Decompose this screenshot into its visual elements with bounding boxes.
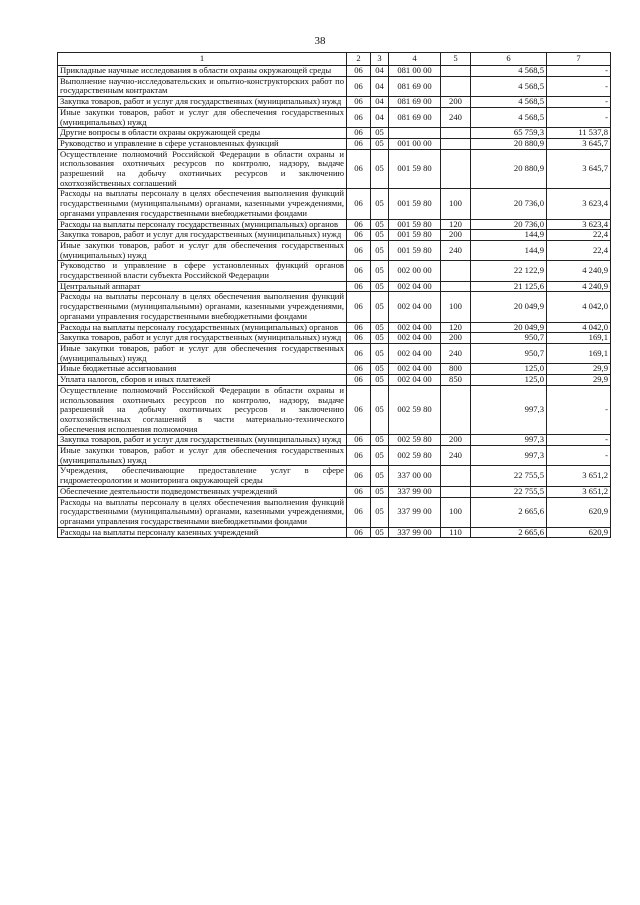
section-code: 06	[347, 149, 371, 189]
subsection-code: 05	[371, 466, 389, 486]
row-name: Расходы на выплаты персоналу в целях обеспечения выполнения функций государственными (муниципальными) органами, казенными учреждениями, органами управления государственными внебюджетными фондами	[58, 189, 347, 219]
section-code: 06	[347, 76, 371, 96]
table-row	[58, 375, 611, 386]
target-article-code: 002 04 00	[389, 333, 441, 344]
table-row	[58, 240, 611, 260]
target-article-code	[389, 128, 441, 139]
section-code: 06	[347, 435, 371, 446]
amount-executed: 3 651,2	[547, 486, 611, 497]
row-name: Закупка товаров, работ и услуг для государственных (муниципальных) нужд	[58, 230, 347, 241]
table-row	[58, 107, 611, 127]
target-article-code: 002 59 80	[389, 446, 441, 466]
subsection-code: 05	[371, 240, 389, 260]
row-name: Расходы на выплаты персоналу государственных (муниципальных) органов	[58, 322, 347, 333]
target-article-code: 001 59 80	[389, 219, 441, 230]
section-code: 06	[347, 240, 371, 260]
amount-plan: 950,7	[471, 343, 547, 363]
target-article-code: 337 00 00	[389, 466, 441, 486]
amount-plan: 20 049,9	[471, 322, 547, 333]
amount-plan: 20 736,0	[471, 189, 547, 219]
table-row	[58, 292, 611, 322]
row-name: Центральный аппарат	[58, 281, 347, 292]
expense-type-code	[441, 281, 471, 292]
row-name: Иные закупки товаров, работ и услуг для обеспечения государственных (муниципальных) нужд	[58, 446, 347, 466]
section-code: 06	[347, 385, 371, 435]
section-code: 06	[347, 375, 371, 386]
amount-plan: 144,9	[471, 240, 547, 260]
row-name: Иные бюджетные ассигнования	[58, 364, 347, 375]
expense-type-code	[441, 76, 471, 96]
table-row	[58, 138, 611, 149]
table-row	[58, 527, 611, 538]
target-article-code: 001 59 80	[389, 240, 441, 260]
subsection-code: 05	[371, 149, 389, 189]
amount-plan: 4 568,5	[471, 107, 547, 127]
subsection-code: 05	[371, 527, 389, 538]
amount-plan: 4 568,5	[471, 76, 547, 96]
expense-type-code: 240	[441, 343, 471, 363]
table-row	[58, 219, 611, 230]
table-header-row	[58, 53, 611, 66]
section-code: 06	[347, 66, 371, 77]
section-code: 06	[347, 364, 371, 375]
amount-executed: -	[547, 97, 611, 108]
row-name: Закупка товаров, работ и услуг для государственных (муниципальных) нужд	[58, 333, 347, 344]
amount-plan: 997,3	[471, 385, 547, 435]
row-name: Прикладные научные исследования в области охраны окружающей среды	[58, 66, 347, 77]
target-article-code: 002 04 00	[389, 364, 441, 375]
table-row	[58, 385, 611, 435]
target-article-code: 081 69 00	[389, 107, 441, 127]
row-name: Учреждения, обеспечивающие предоставление услуг в сфере гидрометеорологии и мониторинга окружающей среды	[58, 466, 347, 486]
amount-executed: 169,1	[547, 343, 611, 363]
section-code: 06	[347, 446, 371, 466]
amount-plan: 997,3	[471, 435, 547, 446]
subsection-code: 04	[371, 97, 389, 108]
subsection-code: 05	[371, 292, 389, 322]
budget-table	[57, 52, 611, 538]
amount-executed: 3 651,2	[547, 466, 611, 486]
target-article-code: 002 59 80	[389, 435, 441, 446]
row-name: Другие вопросы в области охраны окружающей среды	[58, 128, 347, 139]
table-row	[58, 435, 611, 446]
table-row	[58, 261, 611, 281]
expense-type-code: 100	[441, 189, 471, 219]
section-code: 06	[347, 261, 371, 281]
amount-executed: -	[547, 66, 611, 77]
row-name: Осуществление полномочий Российской Федерации в области охраны и использования охотничьих ресурсов по контролю, надзору, выдаче разрешений на добычу охотничьих ресурсов и заключению охотхозяйственных соглашений в части материально-технического обеспечения исполнения полномочия	[58, 385, 347, 435]
section-code: 06	[347, 281, 371, 292]
amount-executed: 620,9	[547, 527, 611, 538]
target-article-code: 002 04 00	[389, 322, 441, 333]
subsection-code: 05	[371, 333, 389, 344]
subsection-code: 05	[371, 446, 389, 466]
section-code: 06	[347, 322, 371, 333]
subsection-code: 05	[371, 281, 389, 292]
expense-type-code	[441, 466, 471, 486]
row-name: Осуществление полномочий Российской Федерации в области охраны и использования охотничьих ресурсов по контролю, надзору, выдаче разрешений на добычу охотничьих ресурсов и заключению охотхозяйственных соглашений	[58, 149, 347, 189]
section-code: 06	[347, 189, 371, 219]
section-code: 06	[347, 292, 371, 322]
expense-type-code	[441, 128, 471, 139]
amount-executed: 4 042,0	[547, 322, 611, 333]
subsection-code: 04	[371, 107, 389, 127]
subsection-code: 05	[371, 128, 389, 139]
expense-type-code	[441, 138, 471, 149]
table-row	[58, 446, 611, 466]
row-name: Руководство и управление в сфере установленных функций органов государственной власти субъекта Российской Федерации	[58, 261, 347, 281]
table-row	[58, 343, 611, 363]
page-number: 38	[314, 35, 326, 47]
amount-executed: 3 645,7	[547, 138, 611, 149]
row-name: Закупка товаров, работ и услуг для государственных (муниципальных) нужд	[58, 435, 347, 446]
amount-executed: 11 537,8	[547, 128, 611, 139]
target-article-code: 001 00 00	[389, 138, 441, 149]
expense-type-code: 200	[441, 333, 471, 344]
amount-executed: 169,1	[547, 333, 611, 344]
amount-executed: -	[547, 107, 611, 127]
row-name: Иные закупки товаров, работ и услуг для обеспечения государственных (муниципальных) нужд	[58, 343, 347, 363]
subsection-code: 05	[371, 375, 389, 386]
amount-executed: 3 623,4	[547, 219, 611, 230]
amount-plan: 4 568,5	[471, 66, 547, 77]
target-article-code: 001 59 80	[389, 230, 441, 241]
target-article-code: 002 00 00	[389, 261, 441, 281]
expense-type-code: 200	[441, 230, 471, 241]
amount-plan: 4 568,5	[471, 97, 547, 108]
table-row	[58, 76, 611, 96]
target-article-code: 002 04 00	[389, 375, 441, 386]
column-header: 5	[441, 53, 471, 66]
section-code: 06	[347, 230, 371, 241]
subsection-code: 05	[371, 261, 389, 281]
amount-executed: 3 623,4	[547, 189, 611, 219]
target-article-code: 337 99 00	[389, 497, 441, 527]
expense-type-code: 110	[441, 527, 471, 538]
expense-type-code: 100	[441, 497, 471, 527]
row-name: Уплата налогов, сборов и иных платежей	[58, 375, 347, 386]
amount-plan: 2 665,6	[471, 497, 547, 527]
amount-plan: 22 755,5	[471, 486, 547, 497]
expense-type-code: 120	[441, 219, 471, 230]
amount-plan: 20 736,0	[471, 219, 547, 230]
table-row	[58, 322, 611, 333]
amount-executed: 29,9	[547, 375, 611, 386]
amount-plan: 20 880,9	[471, 138, 547, 149]
target-article-code: 081 00 00	[389, 66, 441, 77]
target-article-code: 001 59 80	[389, 189, 441, 219]
amount-plan: 950,7	[471, 333, 547, 344]
expense-type-code: 800	[441, 364, 471, 375]
amount-executed: 3 645,7	[547, 149, 611, 189]
section-code: 06	[347, 97, 371, 108]
section-code: 06	[347, 486, 371, 497]
subsection-code: 05	[371, 138, 389, 149]
row-name: Иные закупки товаров, работ и услуг для обеспечения государственных (муниципальных) нужд	[58, 107, 347, 127]
target-article-code: 002 04 00	[389, 343, 441, 363]
expense-type-code: 100	[441, 292, 471, 322]
row-name: Руководство и управление в сфере установленных функций	[58, 138, 347, 149]
section-code: 06	[347, 497, 371, 527]
table-row	[58, 149, 611, 189]
amount-plan: 22 755,5	[471, 466, 547, 486]
subsection-code: 05	[371, 322, 389, 333]
expense-type-code	[441, 261, 471, 281]
subsection-code: 05	[371, 230, 389, 241]
expense-type-code: 240	[441, 446, 471, 466]
expense-type-code	[441, 66, 471, 77]
expense-type-code: 850	[441, 375, 471, 386]
amount-plan: 20 049,9	[471, 292, 547, 322]
amount-plan: 20 880,9	[471, 149, 547, 189]
expense-type-code: 120	[441, 322, 471, 333]
amount-plan: 997,3	[471, 446, 547, 466]
row-name: Расходы на выплаты персоналу казенных учреждений	[58, 527, 347, 538]
target-article-code: 001 59 80	[389, 149, 441, 189]
column-header: 1	[58, 53, 347, 66]
expense-type-code: 240	[441, 107, 471, 127]
amount-plan: 22 122,9	[471, 261, 547, 281]
row-name: Выполнение научно-исследовательских и опытно-конструкторских работ по государственным контрактам	[58, 76, 347, 96]
amount-executed: 4 240,9	[547, 281, 611, 292]
row-name: Обеспечение деятельности подведомственных учреждений	[58, 486, 347, 497]
expense-type-code: 200	[441, 435, 471, 446]
section-code: 06	[347, 107, 371, 127]
amount-plan: 21 125,6	[471, 281, 547, 292]
target-article-code: 002 59 80	[389, 385, 441, 435]
subsection-code: 05	[371, 486, 389, 497]
section-code: 06	[347, 466, 371, 486]
column-header: 3	[371, 53, 389, 66]
row-name: Закупка товаров, работ и услуг для государственных (муниципальных) нужд	[58, 97, 347, 108]
section-code: 06	[347, 333, 371, 344]
amount-executed: 22,4	[547, 230, 611, 241]
table-row	[58, 97, 611, 108]
row-name: Иные закупки товаров, работ и услуг для обеспечения государственных (муниципальных) нужд	[58, 240, 347, 260]
amount-plan: 125,0	[471, 375, 547, 386]
subsection-code: 05	[371, 343, 389, 363]
table-row	[58, 66, 611, 77]
amount-executed: -	[547, 76, 611, 96]
expense-type-code: 240	[441, 240, 471, 260]
expense-type-code: 200	[441, 97, 471, 108]
table-row	[58, 230, 611, 241]
subsection-code: 05	[371, 219, 389, 230]
expense-type-code	[441, 385, 471, 435]
table-row	[58, 486, 611, 497]
table-row	[58, 281, 611, 292]
amount-plan: 2 665,6	[471, 527, 547, 538]
row-name: Расходы на выплаты персоналу государственных (муниципальных) органов	[58, 219, 347, 230]
subsection-code: 05	[371, 497, 389, 527]
subsection-code: 05	[371, 189, 389, 219]
amount-executed: -	[547, 435, 611, 446]
expense-type-code	[441, 486, 471, 497]
amount-executed: 4 042,0	[547, 292, 611, 322]
amount-executed: 620,9	[547, 497, 611, 527]
subsection-code: 05	[371, 435, 389, 446]
subsection-code: 04	[371, 76, 389, 96]
table-row	[58, 364, 611, 375]
row-name: Расходы на выплаты персоналу в целях обеспечения выполнения функций государственными (муниципальными) органами, казенными учреждениями, органами управления государственными внебюджетными фондами	[58, 497, 347, 527]
amount-plan: 65 759,3	[471, 128, 547, 139]
section-code: 06	[347, 138, 371, 149]
target-article-code: 081 69 00	[389, 97, 441, 108]
section-code: 06	[347, 343, 371, 363]
column-header: 7	[547, 53, 611, 66]
target-article-code: 002 04 00	[389, 292, 441, 322]
amount-executed: -	[547, 446, 611, 466]
target-article-code: 337 99 00	[389, 486, 441, 497]
table-row	[58, 128, 611, 139]
column-header: 6	[471, 53, 547, 66]
table-row	[58, 497, 611, 527]
subsection-code: 05	[371, 385, 389, 435]
amount-executed: -	[547, 385, 611, 435]
subsection-code: 04	[371, 66, 389, 77]
table-row	[58, 189, 611, 219]
amount-executed: 29,9	[547, 364, 611, 375]
amount-plan: 125,0	[471, 364, 547, 375]
amount-executed: 22,4	[547, 240, 611, 260]
target-article-code: 002 04 00	[389, 281, 441, 292]
section-code: 06	[347, 527, 371, 538]
column-header: 2	[347, 53, 371, 66]
section-code: 06	[347, 128, 371, 139]
subsection-code: 05	[371, 364, 389, 375]
amount-executed: 4 240,9	[547, 261, 611, 281]
table-row	[58, 466, 611, 486]
row-name: Расходы на выплаты персоналу в целях обеспечения выполнения функций государственными (муниципальными) органами, казенными учреждениями, органами управления государственными внебюджетными фондами	[58, 292, 347, 322]
section-code: 06	[347, 219, 371, 230]
table-row	[58, 333, 611, 344]
column-header: 4	[389, 53, 441, 66]
target-article-code: 081 69 00	[389, 76, 441, 96]
expense-type-code	[441, 149, 471, 189]
amount-plan: 144,9	[471, 230, 547, 241]
target-article-code: 337 99 00	[389, 527, 441, 538]
